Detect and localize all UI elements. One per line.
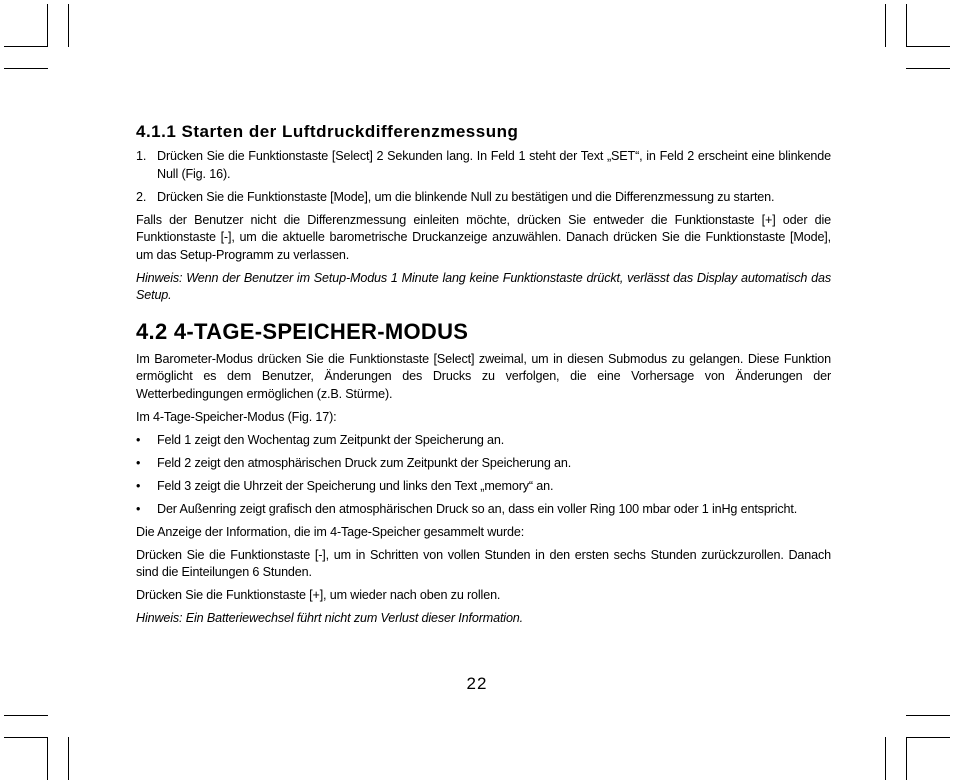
crop-mark [906,737,907,780]
list-item [136,189,831,207]
crop-mark [906,46,950,47]
crop-mark [885,737,886,780]
crop-mark [68,737,69,780]
paragraph: Drücken Sie die Funktionstaste [+], um wieder nach oben zu rollen. [136,588,501,602]
bullet-text: Der Außenring zeigt grafisch den atmosphärischen Druck so an, dass ein voller Ring 100 mbar oder 1 inHg entspricht. [157,501,798,516]
bullet-marker: • [136,455,141,470]
crop-mark [47,4,48,47]
crop-mark [4,737,48,738]
crop-mark [4,46,48,47]
bullet-marker: • [136,478,141,493]
list-item [136,455,831,473]
paragraph: Im Barometer-Modus drücken Sie die Funktionstaste [Select] zweimal, um in diesen Submodus zu gelangen. Diese Funktion ermöglicht es dem Benutzer, Änderungen des Drucks zu verfolgen, die eine Vorhersage von Änderungen der Wetterbedingungen ermöglichen (z.B. Stürme). [136,351,831,401]
bullet-list [136,432,831,519]
bullet-marker: • [136,501,141,516]
crop-mark [4,68,48,69]
bullet-text: Feld 3 zeigt die Uhrzeit der Speicherung und links den Text „memory“ an. [157,478,554,493]
crop-mark [906,737,950,738]
note: Hinweis: Wenn der Benutzer im Setup-Modus 1 Minute lang keine Funktionstaste drückt, verlässt das Display automatisch das Setup. [136,270,831,302]
section-heading-4-2: 4.2 4-TAGE-SPEICHER-MODUS [136,318,469,344]
section-heading-4-1-1: 4.1.1 Starten der Luftdruckdifferenzmessung [136,122,519,141]
paragraph: Im 4-Tage-Speicher-Modus (Fig. 17): [136,409,337,424]
crop-mark [906,4,907,47]
bullet-marker: • [136,432,141,447]
crop-mark [68,4,69,47]
page-content [136,118,831,633]
step-text: Drücken Sie die Funktionstaste [Mode], um die blinkende Null zu bestätigen und die Differenzmessung zu starten. [157,189,775,204]
step-text: Drücken Sie die Funktionstaste [Select] 2 Sekunden lang. In Feld 1 steht der Text „SET“, in Feld 2 erscheint eine blinkende Null (Fig. 16). [157,149,831,181]
page-number: 22 [466,674,488,693]
list-item [136,432,831,450]
crop-mark [4,715,48,716]
note: Hinweis: Ein Batteriewechsel führt nicht zum Verlust dieser Information. [136,611,524,625]
paragraph: Drücken Sie die Funktionstaste [-], um in Schritten von vollen Stunden in den ersten sechs Stunden zurückzurollen. Danach sind die Einteilungen 6 Stunden. [136,547,831,579]
list-item [136,478,831,496]
step-number: 2. [136,189,147,204]
steps-list [136,148,831,206]
crop-mark [47,737,48,780]
paragraph: Die Anzeige der Information, die im 4-Tage-Speicher gesammelt wurde: [136,524,525,539]
crop-mark [885,4,886,47]
crop-mark [906,715,950,716]
crop-mark [906,68,950,69]
bullet-text: Feld 2 zeigt den atmosphärischen Druck zum Zeitpunkt der Speicherung an. [157,455,572,470]
step-number: 1. [136,149,147,163]
list-item [136,501,831,519]
bullet-text: Feld 1 zeigt den Wochentag zum Zeitpunkt der Speicherung an. [157,432,505,447]
paragraph: Falls der Benutzer nicht die Differenzmessung einleiten möchte, drücken Sie entweder die Funktionstaste [+] oder die Funktionstaste [-], um die aktuelle barometrische Druckanzeige anzuwählen. Danach drücken Sie die Funktionstaste [Mode], um das Setup-Programm zu verlassen. [136,212,831,262]
list-item [136,148,831,183]
